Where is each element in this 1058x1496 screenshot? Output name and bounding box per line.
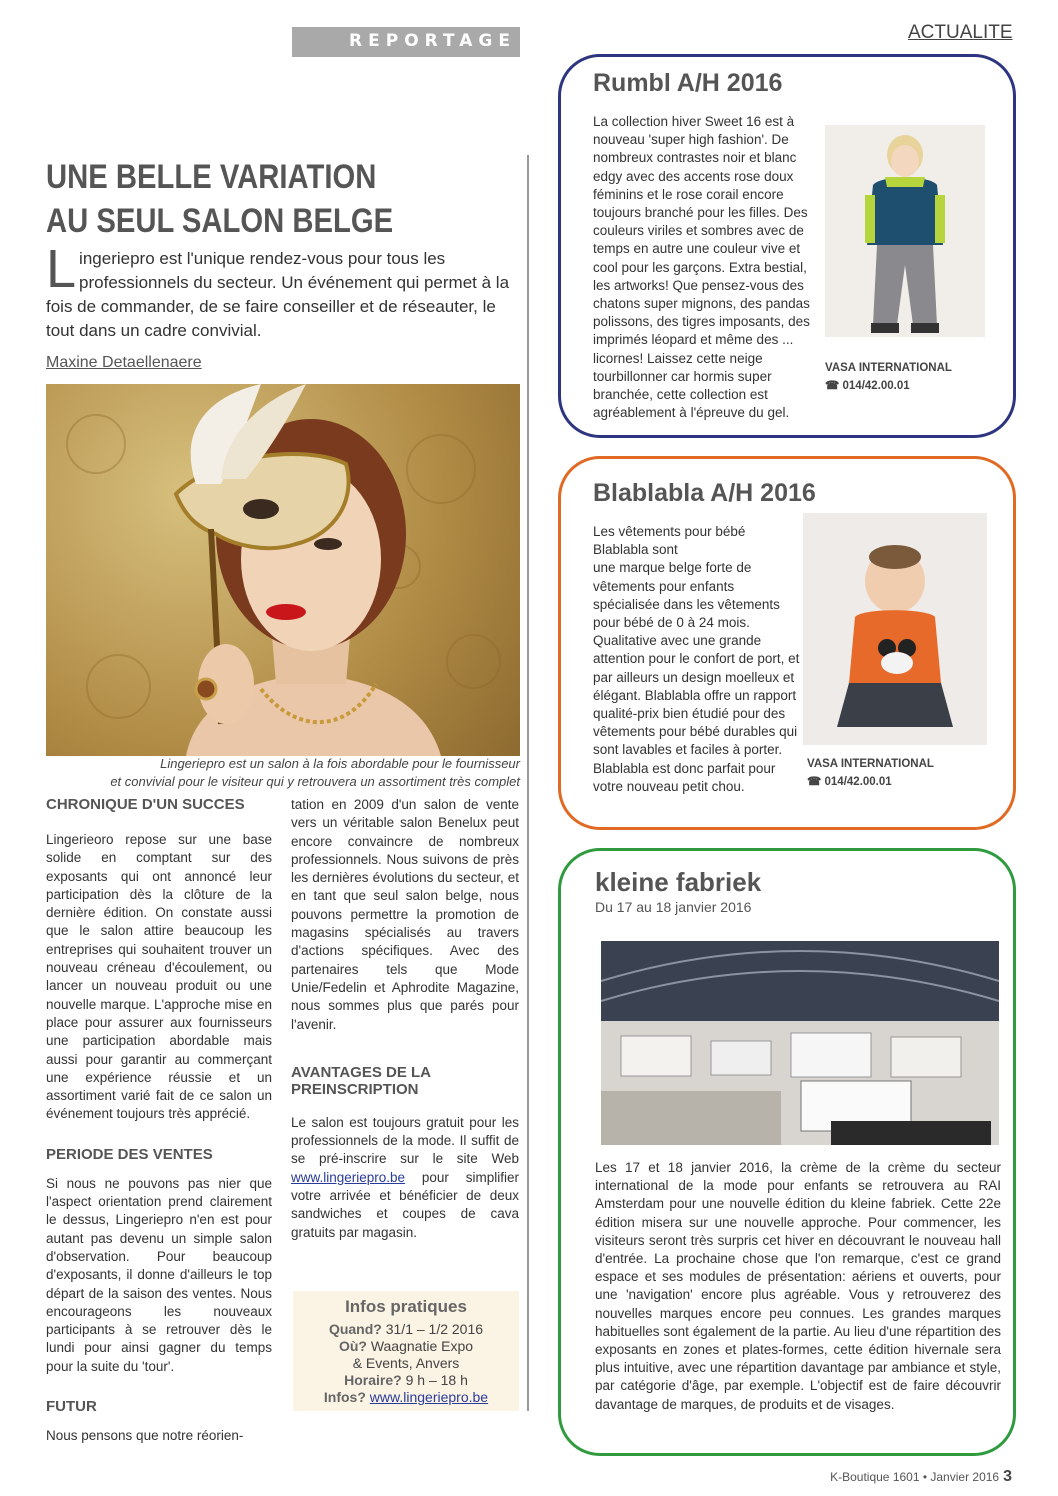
rumbl-vendor-name: VASA INTERNATIONAL	[825, 362, 952, 374]
infos-where-row-2: & Events, Anvers	[352, 1355, 460, 1371]
column-divider	[527, 155, 529, 1411]
page-footer	[830, 1468, 1012, 1486]
photo-caption	[46, 755, 520, 791]
rumbl-boy-photo	[825, 125, 985, 337]
when-label: Quand?	[328, 1321, 382, 1337]
headline-line-1: UNE BELLE VARIATION	[46, 158, 377, 196]
section-title-futur: FUTUR	[46, 1398, 97, 1416]
mask-woman-photo	[46, 384, 520, 756]
avantages-text-a: Le salon est toujours gratuit pour les professionnels de la mode. Il suffit de se pré-inscrire sur le site Web	[291, 1114, 519, 1167]
kleine-fabriek-box	[558, 848, 1016, 1456]
section-text-futur: Nous pensons que notre réorien-	[46, 1428, 244, 1444]
blablabla-baby-photo	[803, 513, 987, 745]
blablabla-vendor	[807, 755, 934, 791]
section-title-chronique: CHRONIQUE D'UN SUCCES	[46, 796, 245, 813]
hours-label: Horaire?	[344, 1372, 402, 1388]
blablabla-text-c: Blablabla est donc parfait pour votre nouveau petit chou.	[593, 760, 776, 794]
category-label: ACTUALITE	[908, 22, 1013, 43]
kleine-title: kleine fabriek	[595, 867, 762, 897]
article-intro	[46, 239, 518, 343]
when-value: 31/1 – 1/2 2016	[385, 1321, 484, 1337]
avantages-title-line-1: AVANTAGES DE LA	[291, 1063, 432, 1081]
infos-link[interactable]: www.lingeriepro.be	[369, 1389, 489, 1405]
blablabla-title: Blablabla A/H 2016	[593, 479, 816, 507]
continued-text: tation en 2009 d'un salon de vente vers un véritable salon Benelux peut encore convaincre de nombreux professionnels. Nous suivons de près les dernières évolutions du secteur, et en tant que seul salon belge, nous pouvons permettre la promotion de magasins spécialisés au travers d'actions spécifiques. Avec des partenaires tels que Mode Unie/Fedelin et Aphrodite Magazine, nous sommes plus que parés pour l'avenir.	[291, 797, 519, 1032]
infos-pratiques-box	[293, 1291, 519, 1411]
rumbl-phone: ☎ 014/42.00.01	[825, 380, 910, 392]
blablabla-text	[593, 523, 801, 796]
footer-text: K-Boutique 1601 • Janvier 2016	[830, 1470, 1000, 1484]
section-title-avantages	[291, 1064, 519, 1098]
section-title-periode: PERIODE DES VENTES	[46, 1145, 213, 1163]
blablabla-text-a: Les vêtements pour bébé Blablabla sont	[593, 524, 746, 558]
section-text-chronique: Lingerieoro repose sur une base solide en comptant sur des exposants qui ont annoncé leur participation dès la clôture de la dernière édition. On constate aussi que le salon attire beaucoup les entreprises qui souhaitent trouver un nouveau créneau d'écoulement, ou lancer un nouveau produit ou une nouvelle marque. L'approche mise en place pour assurer aux fournisseurs une participation abordable mais aussi pour garantir au commerçant une expérience réussie et un assortiment varié fait de ce salon un événement toujours très apprécié.	[46, 832, 272, 1122]
article-headline	[46, 155, 450, 243]
blablabla-phone: ☎ 014/42.00.01	[807, 776, 892, 788]
lingeriepro-link[interactable]: www.lingeriepro.be	[291, 1169, 406, 1185]
caption-line-2: et convivial pour le visiteur qui y retrouvera un assortiment très complet	[110, 774, 520, 789]
rumbl-vendor	[825, 359, 952, 395]
avantages-title-line-2: PREINSCRIPTION	[291, 1080, 419, 1098]
kleine-text: Les 17 et 18 janvier 2016, la crème de la crème du secteur international de la mode pour enfants se retrouvera au RAI Amsterdam pour une nouvelle édition du kleine fabriek. Cette 22e édition misera sur une nouvelle approche. Pour commencer, les visiteurs seront très surpris cet hiver en découvrant le nouveau hall d'entrée. La prochaine chose que l'on remarque, c'est ce grand espace et ses modules de présentation: aériens et ouverts, pour une 'navigation' encore plus agréable. Vous y retrouverez des nouvelles marques encore peu connues. Les grandes marques habituelles sont également de la partie. Au lieu d'une répartition des exposants en zones et plates-formes, cette édition hivernale sera plus intuitive, avec une répartition davantage par ambiance et style, par catégorie d'âge, par exemple. L'objectif est de faire découvrir davantage de marques, de produits et de visages.	[595, 1160, 1001, 1412]
infos-where-row	[293, 1338, 519, 1355]
avantages-text-b: pour simplifier votre arrivée et bénéficier de deux sandwiches et coupes de cava gratuits par magasin.	[291, 1169, 519, 1240]
rumbl-text: La collection hiver Sweet 16 est à nouveau 'super high fashion'. De nombreux contrastes noir et blanc edgy avec des accents rose doux féminins et le rose corail encore toujours branché pour les filles. Des couleurs viriles et sombres avec de temps en autre une couleur vive et cool pour les garçons. Extra bestial, les artworks! Que pensez-vous des chatons super mignons, des pandas polissons, des tigres imposants, des imprimés léopard et même des ... licornes! Laissez cette neige tourbillonner car hormis super branchée, cette collection est agréablement à l'épreuve du gel.	[593, 114, 810, 421]
infos-link-row	[293, 1389, 519, 1406]
blablabla-text-b: une marque belge forte de vêtements pour enfants spécialisée dans les vêtements pour bébé de 0 à 24 mois. Qualitative avec une grande attention pour le confort de port, et par ailleurs un design moelleux et élégant. Blablabla offre un rapport qualité-prix bien étudié pour des vêtements pour bébé durables qui sont lavables et faciles à porter.	[593, 560, 800, 758]
rumbl-box	[558, 54, 1016, 438]
section-banner: REPORTAGE	[292, 27, 520, 57]
trade-fair-hall-photo	[601, 941, 999, 1145]
rumbl-title: Rumbl A/H 2016	[593, 69, 783, 97]
blablabla-box	[558, 456, 1016, 830]
infos-hours-row	[293, 1372, 519, 1389]
info-label: Infos?	[323, 1389, 366, 1405]
hours-value: 9 h – 18 h	[405, 1372, 468, 1388]
article-column-1	[46, 796, 272, 1445]
infos-title: Infos pratiques	[345, 1297, 467, 1316]
intro-text: ingeriepro est l'unique rendez-vous pour tous les professionnels du secteur. Un événement qui permet à la fois de commander, de se faire conseiller et de réseauter, le tout dans un cadre convivial.	[46, 249, 510, 340]
kleine-subtitle: Du 17 au 18 janvier 2016	[595, 899, 752, 915]
page-number: 3	[1003, 1468, 1012, 1485]
blablabla-vendor-name: VASA INTERNATIONAL	[807, 758, 934, 770]
section-text-avantages	[291, 1114, 519, 1242]
caption-line-1: Lingeriepro est un salon à la fois abordable pour le fournisseur	[160, 756, 520, 771]
where-label: Où?	[338, 1338, 367, 1354]
drop-cap: L	[46, 239, 77, 299]
where-value-1: Waagnatie Expo	[370, 1338, 474, 1354]
article-column-2	[291, 796, 519, 1242]
section-text-periode: Si nous ne pouvons pas nier que l'aspect orientation prend clairement le dessus, Lingeriepro n'en est pour autant pas devenu un simple salon d'observation. Pour beaucoup d'exposants, il donne d'ailleurs le top départ de la saison des ventes. Nous encourageons les nouveaux participants à se retrouver dès le lundi pour ainsi gagner du temps pour la suite du 'tour'.	[46, 1175, 272, 1374]
author-byline: Maxine Detaellenaere	[46, 354, 202, 371]
infos-when-row	[293, 1321, 519, 1338]
headline-line-2: AU SEUL SALON BELGE	[46, 202, 394, 240]
